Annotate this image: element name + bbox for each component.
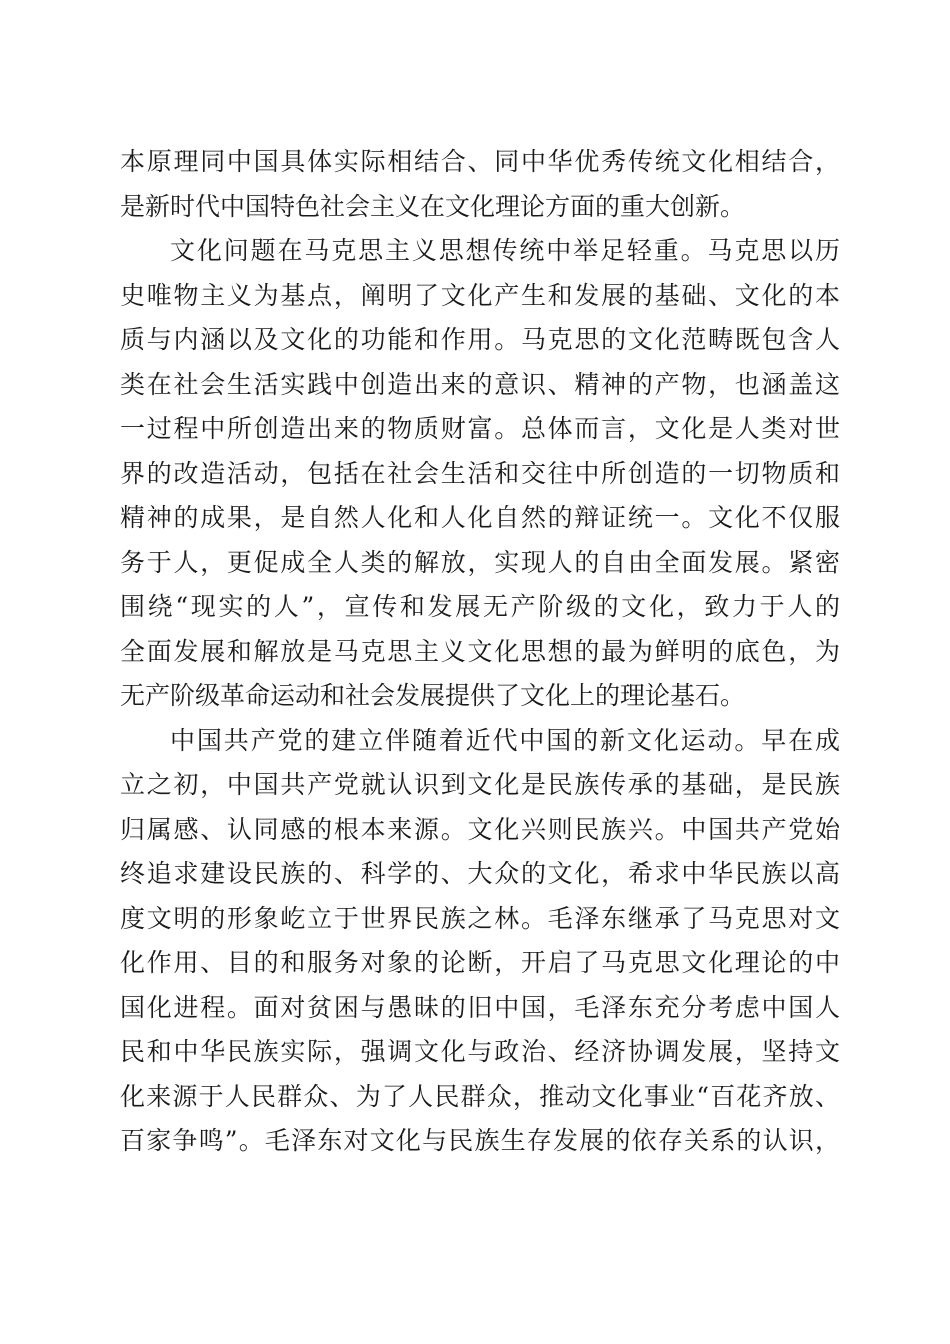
paragraph-2-line-1: 文化问题在马克思主义思想传统中举足轻重。马克思以历 <box>170 236 840 265</box>
paragraph-2-line-7: 精神的成果，是自然人化和人化自然的辩证统一。文化不仅服 <box>120 503 840 532</box>
paragraph-2-line-3: 质与内涵以及文化的功能和作用。马克思的文化范畴既包含人 <box>120 325 840 354</box>
paragraph-2-line-11: 无产阶级革命运动和社会发展提供了文化上的理论基石。 <box>120 681 746 710</box>
body-text <box>120 140 840 1164</box>
paragraph-2-line-4: 类在社会生活实践中创造出来的意识、精神的产物，也涵盖这 <box>120 369 840 399</box>
paragraph-2-line-8: 务于人，更促成全人类的解放，实现人的自由全面发展。紧密 <box>120 547 840 577</box>
paragraph-3-line-2: 立之初，中国共产党就认识到文化是民族传承的基础，是民族 <box>120 770 840 799</box>
paragraph-3-line-10: 百家争鸣”。毛泽东对文化与民族生存发展的依存关系的认识， <box>120 1126 840 1155</box>
paragraph-2-line-5: 一过程中所创造出来的物质财富。总体而言，文化是人类对世 <box>120 414 840 443</box>
paragraph-3-line-5: 度文明的形象屹立于世界民族之林。毛泽东继承了马克思对文 <box>120 903 840 933</box>
paragraph-3-line-4: 终追求建设民族的、科学的、大众的文化，希求中华民族以高 <box>120 859 840 888</box>
paragraph-1-line-2: 是新时代中国特色社会主义在文化理论方面的重大创新。 <box>120 191 746 221</box>
paragraph-3-line-9: 化来源于人民群众、为了人民群众，推动文化事业“百花齐放、 <box>120 1081 840 1111</box>
paragraph-2-line-6: 界的改造活动，包括在社会生活和交往中所创造的一切物质和 <box>120 458 840 488</box>
paragraph-3-line-6: 化作用、目的和服务对象的论断，开启了马克思文化理论的中 <box>120 948 840 977</box>
paragraph-3-line-7: 国化进程。面对贫困与愚昧的旧中国，毛泽东充分考虑中国人 <box>120 992 840 1022</box>
paragraph-3-line-3: 归属感、认同感的根本来源。文化兴则民族兴。中国共产党始 <box>120 814 840 844</box>
paragraph-2-line-2: 史唯物主义为基点，阐明了文化产生和发展的基础、文化的本 <box>120 280 840 310</box>
paragraph-1-line-1: 本原理同中国具体实际相结合、同中华优秀传统文化相结合， <box>120 147 840 176</box>
paragraph-3-line-8: 民和中华民族实际，强调文化与政治、经济协调发展，坚持文 <box>120 1037 840 1066</box>
paragraph-2-line-9: 围绕“现实的人”，宣传和发展无产阶级的文化，致力于人的 <box>120 592 840 621</box>
paragraph-2-line-10: 全面发展和解放是马克思主义文化思想的最为鲜明的底色，为 <box>120 636 840 666</box>
paragraph-3-line-1: 中国共产党的建立伴随着近代中国的新文化运动。早在成 <box>170 725 840 755</box>
